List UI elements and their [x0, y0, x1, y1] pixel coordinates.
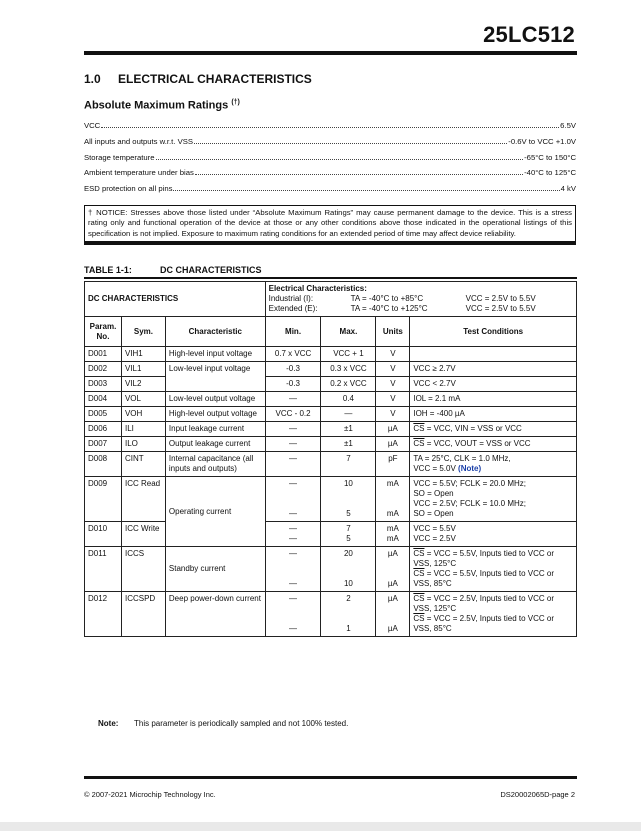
rating-label: ESD protection on all pins: [84, 184, 173, 194]
max-cell: ±1: [321, 437, 376, 452]
min-value: —: [289, 594, 298, 603]
min-cell: —: [265, 422, 321, 437]
col-test-conditions: Test Conditions: [410, 317, 577, 347]
sym-cell: VIL2: [121, 377, 165, 392]
cond-text: VSS, 85°C: [413, 579, 452, 588]
units-cell: [376, 547, 410, 592]
units-cell: µA: [376, 437, 410, 452]
header-rule: [84, 51, 577, 55]
ec-ind-vcc: VCC = 2.5V to 5.5V: [465, 294, 536, 303]
min-cell: —: [265, 452, 321, 477]
units-value: µA: [387, 549, 398, 558]
cond-text: = VCC = 2.5V, Inputs tied to VCC or: [424, 614, 555, 623]
cond-cell: VCC < 2.7V: [410, 377, 577, 392]
min-cell: —: [265, 437, 321, 452]
table-row: [85, 452, 577, 477]
rating-value: -0.6V to VCC +1.0V: [508, 136, 576, 146]
max-cell: 0.2 x VCC: [321, 377, 376, 392]
cond-cell: IOL = 2.1 mA: [410, 392, 577, 407]
cs-signal: $\overline{CS}$: [413, 549, 425, 558]
units-cell: V: [376, 362, 410, 377]
units-value: µA: [387, 594, 398, 603]
cs-signal: $\overline{CS}$: [413, 439, 425, 448]
ec-ext-label: Extended (E):: [268, 304, 318, 313]
max-cell: [321, 522, 376, 547]
abs-max-title: Absolute Maximum Ratings: [84, 99, 229, 112]
max-value: 10: [343, 479, 353, 488]
cond-text: SO = Open: [413, 489, 454, 498]
table-note: [98, 719, 348, 728]
min-value: —: [289, 509, 298, 518]
cond-cell: [410, 437, 577, 452]
footer-copyright: © 2007-2021 Microchip Technology Inc.: [84, 790, 216, 799]
min-cell: -0.3: [265, 362, 321, 377]
table-row: [85, 477, 577, 522]
max-cell: [321, 592, 376, 637]
table-row: [85, 377, 577, 392]
char-cell: High-level input voltage: [165, 347, 265, 362]
sym-cell: VOL: [121, 392, 165, 407]
param-cell: D005: [85, 407, 122, 422]
cond-text: VSS, 85°C: [413, 624, 452, 633]
param-cell: D008: [85, 452, 122, 477]
cond-text: = VCC, VIN = VSS or VCC: [424, 424, 522, 433]
sym-cell: VIL1: [121, 362, 165, 377]
rating-value: 4 kV: [560, 184, 576, 194]
rating-label: Ambient temperature under bias: [84, 168, 194, 178]
cs-signal: $\overline{CS}$: [413, 424, 425, 433]
note-link[interactable]: (Note): [458, 464, 482, 473]
cond-cell: [410, 347, 577, 362]
section-heading: [84, 72, 312, 86]
min-value: —: [289, 624, 298, 633]
cond-text: TA = 25°C, CLK = 1.0 MHz,: [413, 454, 511, 463]
table-title: DC CHARACTERISTICS: [160, 265, 262, 275]
rating-label: VCC: [84, 121, 101, 130]
max-cell: 0.3 x VCC: [321, 362, 376, 377]
char-cell: Internal capacitance (all inputs and outputs): [165, 452, 265, 477]
rating-label: Storage temperature: [84, 152, 155, 162]
cond-text: = VCC = 2.5V, Inputs tied to VCC or: [424, 594, 555, 603]
min-cell: [265, 592, 321, 637]
cond-cell: [410, 452, 577, 477]
min-value: —: [289, 549, 298, 558]
ec-conditions: [265, 282, 576, 317]
table-header-ec: [85, 282, 577, 317]
sym-cell: VIH1: [121, 347, 165, 362]
cs-signal: $\overline{CS}$: [413, 614, 425, 623]
param-cell: D012: [85, 592, 122, 637]
units-value: µA: [387, 579, 398, 588]
cond-cell: [410, 522, 577, 547]
units-cell: pF: [376, 452, 410, 477]
max-value: 1: [346, 624, 351, 633]
cond-text: VCC = 5.0V: [413, 464, 456, 473]
table-header-columns: [85, 317, 577, 347]
units-value: mA: [386, 534, 399, 543]
char-cell: Input leakage current: [165, 422, 265, 437]
table-row: [85, 362, 577, 377]
units-cell: V: [376, 347, 410, 362]
cond-cell: [410, 547, 577, 592]
sym-cell: ICC Write: [121, 522, 165, 547]
table-row: [85, 392, 577, 407]
ec-ind-temp: TA = -40°C to +85°C: [350, 294, 424, 303]
units-cell: [376, 592, 410, 637]
cond-text: VCC = 2.5V: [413, 534, 456, 543]
max-cell: [321, 477, 376, 522]
section-number: 1.0: [84, 72, 101, 86]
note-label: Note:: [98, 719, 119, 728]
max-value: 20: [343, 549, 353, 558]
char-cell: High-level output voltage: [165, 407, 265, 422]
col-min: Min.: [265, 317, 321, 347]
cond-text: = VCC = 5.5V, Inputs tied to VCC or: [424, 549, 555, 558]
units-value: mA: [386, 524, 399, 533]
cond-text: VCC = 2.5V; FCLK = 10.0 MHz;: [413, 499, 526, 508]
sym-cell: ICCS: [121, 547, 165, 592]
min-cell: VCC - 0.2: [265, 407, 321, 422]
table-label: TABLE 1-1:: [84, 265, 132, 275]
rating-row: [84, 137, 576, 153]
min-cell: —: [265, 392, 321, 407]
sym-cell: ICCSPD: [121, 592, 165, 637]
table-caption: [84, 265, 262, 275]
min-cell: [265, 547, 321, 592]
table-row: [85, 407, 577, 422]
abs-max-heading: [84, 99, 240, 112]
param-cell: D007: [85, 437, 122, 452]
col-sym: Sym.: [121, 317, 165, 347]
min-value: —: [289, 534, 298, 543]
units-value: mA: [386, 509, 399, 518]
footer-rule: [84, 776, 577, 779]
max-cell: 7: [321, 452, 376, 477]
cond-cell: VCC ≥ 2.7V: [410, 362, 577, 377]
max-cell: —: [321, 407, 376, 422]
min-cell: 0.7 x VCC: [265, 347, 321, 362]
cond-text: = VCC = 5.5V, Inputs tied to VCC or: [424, 569, 555, 578]
max-cell: [321, 547, 376, 592]
min-cell: -0.3: [265, 377, 321, 392]
cond-text: SO = Open: [413, 509, 454, 518]
col-param: Param. No.: [85, 317, 122, 347]
abs-max-ratings: [84, 121, 576, 200]
table-row: [85, 522, 577, 547]
param-cell: D010: [85, 522, 122, 547]
stress-notice: † NOTICE: Stresses above those listed under “Absolute Maximum Ratings” may cause permanent damage to the device. This is a stress rating only and functional operation of the device at those or any other conditions above those indicated in the operational listings of this specification is not implied. Exposure to maximum rating conditions for an extended period of time may affect device reliability.: [84, 205, 576, 245]
cond-text: VCC = 5.5V: [413, 524, 456, 533]
max-value: 5: [346, 534, 351, 543]
ec-ind-label: Industrial (I):: [268, 294, 314, 303]
char-cell: Low-level input voltage: [165, 362, 265, 392]
col-max: Max.: [321, 317, 376, 347]
rating-value: -40°C to 125°C: [524, 168, 576, 178]
min-value: —: [289, 479, 298, 488]
section-title: ELECTRICAL CHARACTERISTICS: [118, 72, 312, 86]
rating-value: -65°C to 150°C: [524, 152, 576, 162]
rating-row: [84, 168, 576, 184]
char-cell: Standby current: [165, 547, 265, 592]
sym-cell: CINT: [121, 452, 165, 477]
min-cell: [265, 477, 321, 522]
min-value: —: [289, 579, 298, 588]
sym-cell: VOH: [121, 407, 165, 422]
param-cell: D004: [85, 392, 122, 407]
min-cell: [265, 522, 321, 547]
rating-row: [84, 121, 576, 137]
dc-characteristics-table: [84, 281, 577, 637]
table-row: [85, 422, 577, 437]
param-cell: D009: [85, 477, 122, 522]
param-cell: D003: [85, 377, 122, 392]
char-cell: Low-level output voltage: [165, 392, 265, 407]
max-value: 5: [346, 509, 351, 518]
cond-cell: [410, 592, 577, 637]
param-cell: D002: [85, 362, 122, 377]
cs-signal: $\overline{CS}$: [413, 569, 425, 578]
rating-value: 6.5V: [560, 121, 576, 130]
cond-cell: [410, 422, 577, 437]
cond-cell: [410, 477, 577, 522]
abs-max-dagger: (†): [231, 99, 240, 106]
sym-cell: ILO: [121, 437, 165, 452]
units-cell: V: [376, 407, 410, 422]
footer-page-number: DS20002065D-page 2: [500, 790, 575, 799]
table-row: [85, 347, 577, 362]
units-cell: V: [376, 377, 410, 392]
table-row: [85, 547, 577, 592]
cond-cell: IOH = -400 µA: [410, 407, 577, 422]
dc-label: DC CHARACTERISTICS: [85, 282, 266, 317]
max-value: 2: [346, 594, 351, 603]
char-cell: Output leakage current: [165, 437, 265, 452]
sym-cell: ICC Read: [121, 477, 165, 522]
max-cell: ±1: [321, 422, 376, 437]
rating-row: [84, 153, 576, 169]
rating-label: All inputs and outputs w.r.t. VSS: [84, 136, 193, 146]
rating-row: [84, 184, 576, 200]
units-cell: V: [376, 392, 410, 407]
max-cell: 0.4: [321, 392, 376, 407]
note-text: This parameter is periodically sampled and not 100% tested.: [134, 719, 349, 728]
col-characteristic: Characteristic: [165, 317, 265, 347]
col-units: Units: [376, 317, 410, 347]
char-cell: Deep power-down current: [165, 592, 265, 637]
max-value: 7: [346, 524, 351, 533]
units-cell: [376, 522, 410, 547]
param-cell: D011: [85, 547, 122, 592]
max-value: 10: [343, 579, 353, 588]
cond-text: VSS, 125°C: [413, 559, 457, 568]
units-value: µA: [387, 624, 398, 633]
param-cell: D006: [85, 422, 122, 437]
cond-text: VCC = 5.5V; FCLK = 20.0 MHz;: [413, 479, 526, 488]
min-value: —: [289, 524, 298, 533]
units-cell: [376, 477, 410, 522]
cs-signal: $\overline{CS}$: [413, 594, 425, 603]
param-cell: D001: [85, 347, 122, 362]
table-rule: [84, 277, 577, 279]
table-row: [85, 592, 577, 637]
table-row: [85, 437, 577, 452]
char-cell: Operating current: [165, 477, 265, 547]
max-cell: VCC + 1: [321, 347, 376, 362]
ec-ext-temp: TA = -40°C to +125°C: [350, 304, 428, 313]
sym-cell: ILI: [121, 422, 165, 437]
cond-text: = VCC, VOUT = VSS or VCC: [424, 439, 531, 448]
units-value: mA: [386, 479, 399, 488]
ec-title: Electrical Characteristics:: [268, 284, 367, 293]
ec-ext-vcc: VCC = 2.5V to 5.5V: [465, 304, 536, 313]
units-cell: µA: [376, 422, 410, 437]
cond-text: VSS, 125°C: [413, 604, 457, 613]
doc-title: 25LC512: [483, 22, 575, 47]
